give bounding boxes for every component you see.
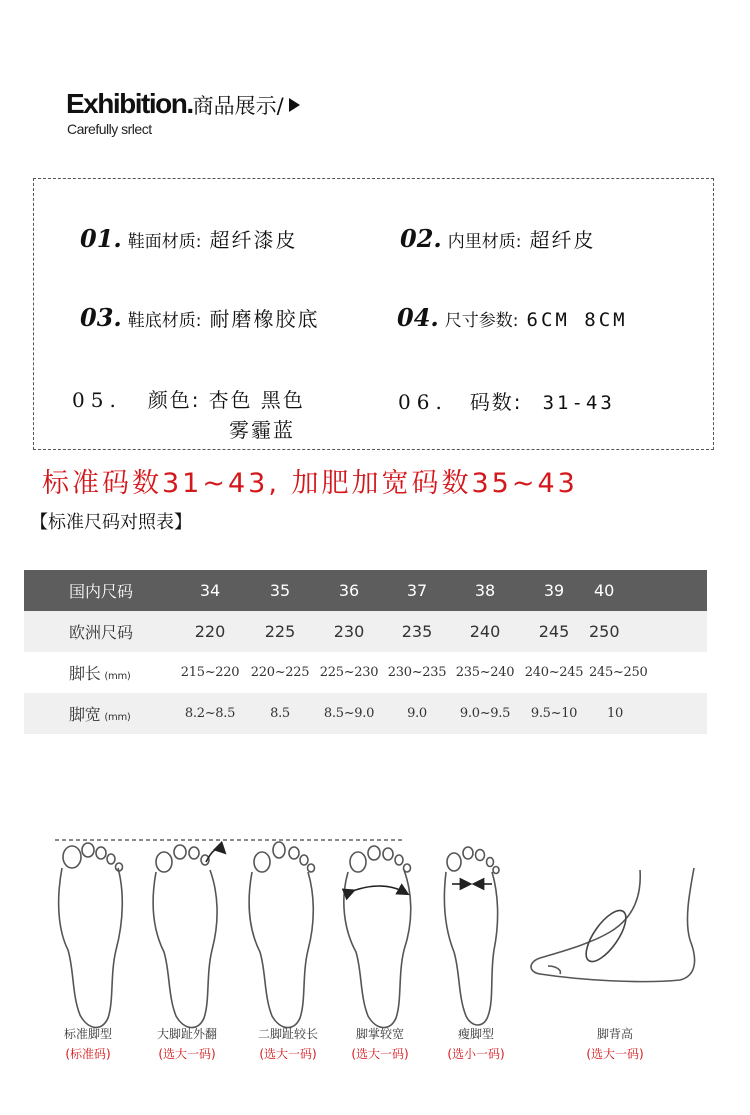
foot-label: 标准脚型	[63, 1027, 112, 1041]
spec-number: 06.	[398, 390, 448, 414]
spec-number: 03.	[80, 303, 122, 332]
foot-label: 二脚趾较长	[257, 1027, 318, 1041]
table-cell: 8.5~9.0	[315, 693, 383, 734]
table-cell: 235	[383, 611, 451, 652]
spec-label: 码数:	[469, 390, 523, 414]
row-label	[24, 652, 175, 693]
spec-label: 内里材质:	[447, 232, 522, 252]
table-cell: 225~230	[315, 652, 383, 693]
spec-item-1	[80, 224, 298, 253]
foot-label: 脚背高	[596, 1027, 633, 1041]
foot-note: (选小一码)	[447, 1047, 505, 1061]
table-cell: 10	[589, 693, 707, 734]
foot-wide-icon	[344, 846, 411, 1028]
spec-value: 6CM 8CM	[526, 309, 628, 331]
spec-value-continued: 雾霾蓝	[229, 418, 295, 442]
table-cell: 8.2~8.5	[175, 693, 245, 734]
foot-note: (选大一码)	[259, 1047, 317, 1061]
foot-standard-icon	[59, 843, 123, 1027]
table-cell: 250	[589, 611, 707, 652]
table-cell: 230	[315, 611, 383, 652]
table-row	[24, 611, 707, 652]
spec-item-2	[400, 224, 596, 253]
spec-label: 尺寸参数:	[444, 311, 519, 331]
table-cell: 35	[245, 570, 315, 611]
table-row	[24, 652, 707, 693]
spec-number: 05.	[72, 388, 122, 412]
foot-high-instep-icon	[531, 868, 695, 982]
table-cell: 8.5	[245, 693, 315, 734]
table-cell: 34	[175, 570, 245, 611]
table-cell: 220~225	[245, 652, 315, 693]
spec-item-5	[72, 384, 305, 413]
foot-note: (选大一码)	[586, 1047, 644, 1061]
size-chart-table	[24, 570, 707, 734]
spec-value: 杏色 黑色	[208, 388, 305, 412]
spec-item-3	[80, 303, 320, 332]
spec-number: 02.	[400, 224, 442, 253]
row-label: 国内尺码	[24, 570, 175, 611]
row-label	[24, 693, 175, 734]
table-row	[24, 693, 707, 734]
table-cell: 9.0~9.5	[451, 693, 519, 734]
spec-value: 超纤漆皮	[209, 228, 298, 252]
spec-value: 超纤皮	[529, 228, 596, 252]
table-cell: 9.5~10	[519, 693, 589, 734]
table-cell: 240	[451, 611, 519, 652]
foot-label: 大脚趾外翻	[156, 1027, 217, 1041]
section-title	[66, 88, 300, 120]
foot-label: 脚掌较宽	[355, 1027, 404, 1041]
spec-number: 01.	[80, 224, 122, 253]
row-label-unit: (mm)	[104, 712, 131, 723]
table-cell: 39	[519, 570, 589, 611]
table-cell: 40	[589, 570, 707, 611]
foot-long-second-toe-icon	[249, 842, 314, 1028]
foot-label: 瘦脚型	[457, 1027, 494, 1041]
table-cell: 230~235	[383, 652, 451, 693]
foot-note: (标准码)	[65, 1047, 111, 1061]
table-cell: 220	[175, 611, 245, 652]
table-cell: 9.0	[383, 693, 451, 734]
foot-bunion-icon	[153, 845, 222, 1028]
spec-item-6	[398, 386, 615, 415]
table-cell: 37	[383, 570, 451, 611]
row-label-text: 脚宽	[69, 705, 101, 724]
row-label-text: 脚长	[69, 664, 101, 683]
section-title-cn: 商品展示/	[192, 94, 284, 118]
row-label: 欧洲尺码	[24, 611, 175, 652]
section-subtitle: Carefully srlect	[67, 121, 152, 137]
spec-value: 耐磨橡胶底	[209, 307, 320, 331]
table-cell: 225	[245, 611, 315, 652]
spec-number: 04.	[397, 303, 439, 332]
spec-item-4	[397, 303, 628, 332]
table-cell: 235~240	[451, 652, 519, 693]
table-cell: 240~245	[519, 652, 589, 693]
table-cell: 245~250	[589, 652, 707, 693]
play-triangle-icon	[289, 98, 300, 112]
section-title-en: Exhibition.	[66, 88, 193, 119]
spec-value: 31-43	[542, 392, 615, 414]
foot-slim-icon	[444, 847, 499, 1025]
table-cell: 38	[451, 570, 519, 611]
table-cell: 36	[315, 570, 383, 611]
row-label-unit: (mm)	[104, 671, 131, 682]
table-cell: 245	[519, 611, 589, 652]
spec-label: 鞋底材质:	[127, 311, 202, 331]
foot-note: (选大一码)	[158, 1047, 216, 1061]
spec-label: 鞋面材质:	[127, 232, 202, 252]
spec-label: 颜色:	[147, 388, 201, 412]
table-row	[24, 570, 707, 611]
table-title: 【标准尺码对照表】	[30, 512, 192, 533]
foot-note: (选大一码)	[351, 1047, 409, 1061]
table-cell: 215~220	[175, 652, 245, 693]
size-notice: 标准码数31~43, 加肥加宽码数35~43	[42, 468, 578, 499]
